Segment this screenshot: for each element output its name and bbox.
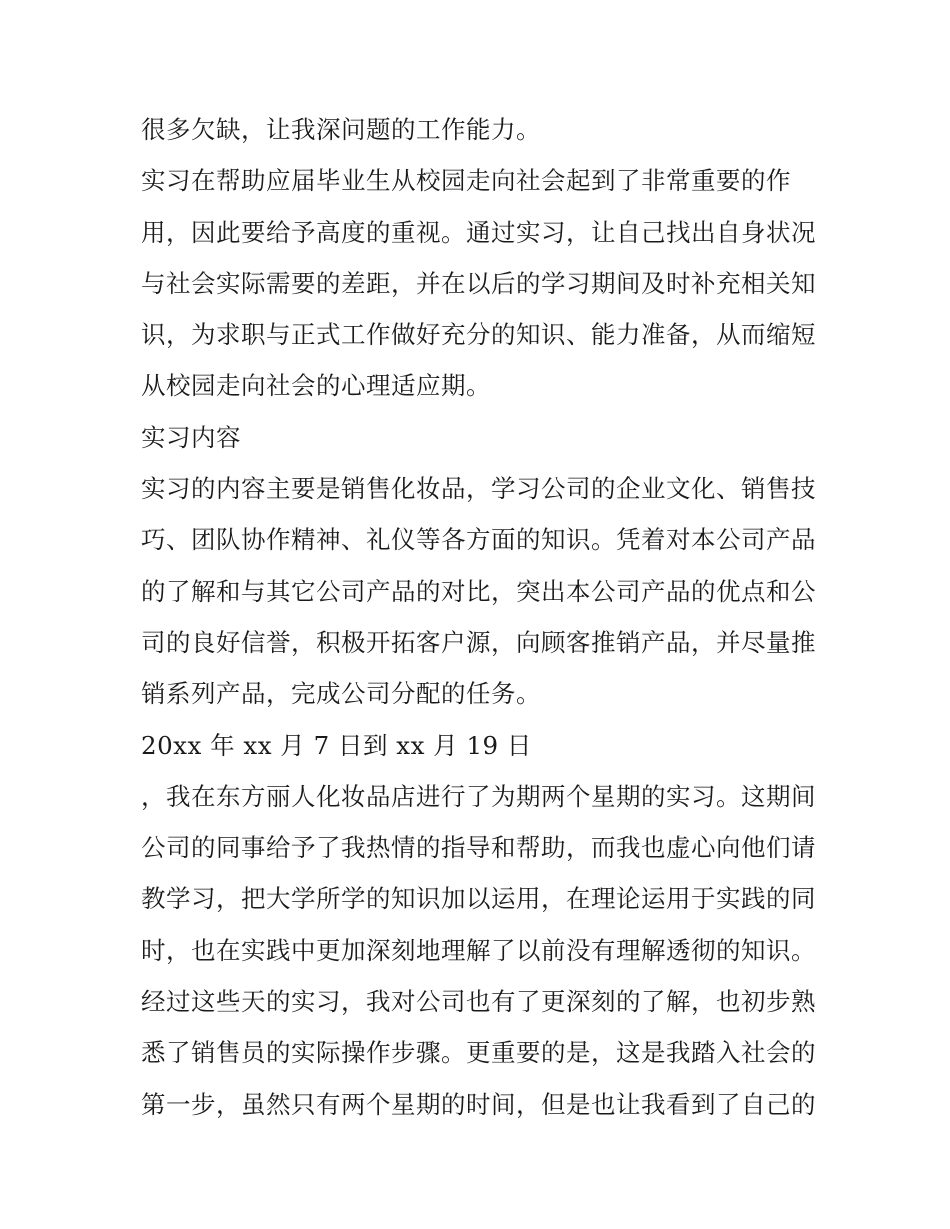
- text-line: ，我在东方丽人化妆品店进行了为期两个星期的实习。这期间: [141, 781, 816, 811]
- text-line: 时，也在实践中更加深刻地理解了以前没有理解透彻的知识。: [141, 935, 816, 965]
- text-line: 很多欠缺，让我深问题的工作能力。: [141, 115, 541, 144]
- text-line: 教学习，把大学所学的知识加以运用，在理论运用于实践的同: [141, 884, 816, 914]
- text-line: 第一步，虽然只有两个星期的时间，但是也让我看到了自己的: [141, 1089, 816, 1119]
- text-line: 销系列产品，完成公司分配的任务。: [141, 679, 541, 709]
- text-line: 的了解和与其它公司产品的对比，突出本公司产品的优点和公: [141, 576, 816, 606]
- text-line: 公司的同事给予了我热情的指导和帮助，而我也虚心向他们请: [141, 833, 816, 863]
- text-line: 悉了销售员的实际操作步骤。更重要的是，这是我踏入社会的: [141, 1038, 816, 1068]
- text-line: 用，因此要给予高度的重视。通过实习，让自己找出自身状况: [141, 217, 816, 247]
- text-line: 巧、团队协作精神、礼仪等各方面的知识。凭着对本公司产品: [141, 525, 816, 555]
- text-line: 司的良好信誉，积极开拓客户源，向顾客推销产品，并尽量推: [141, 627, 816, 657]
- text-line: 从校园走向社会的心理适应期。: [141, 371, 491, 401]
- text-line: 实习在帮助应届毕业生从校园走向社会起到了非常重要的作: [141, 166, 791, 196]
- text-line: 与社会实际需要的差距，并在以后的学习期间及时补充相关知: [141, 268, 816, 298]
- text-line: 实习的内容主要是销售化妆品，学习公司的企业文化、销售技: [141, 474, 816, 504]
- text-line: 经过这些天的实习，我对公司也有了更深刻的了解，也初步熟: [141, 987, 816, 1017]
- section-heading: 实习内容: [141, 422, 241, 452]
- document-page: [141, 104, 816, 1130]
- date-line: 20xx 年 xx 月 7 日到 xx 月 19 日: [141, 730, 532, 760]
- text-line: 识，为求职与正式工作做好充分的知识、能力准备，从而缩短: [141, 320, 816, 350]
